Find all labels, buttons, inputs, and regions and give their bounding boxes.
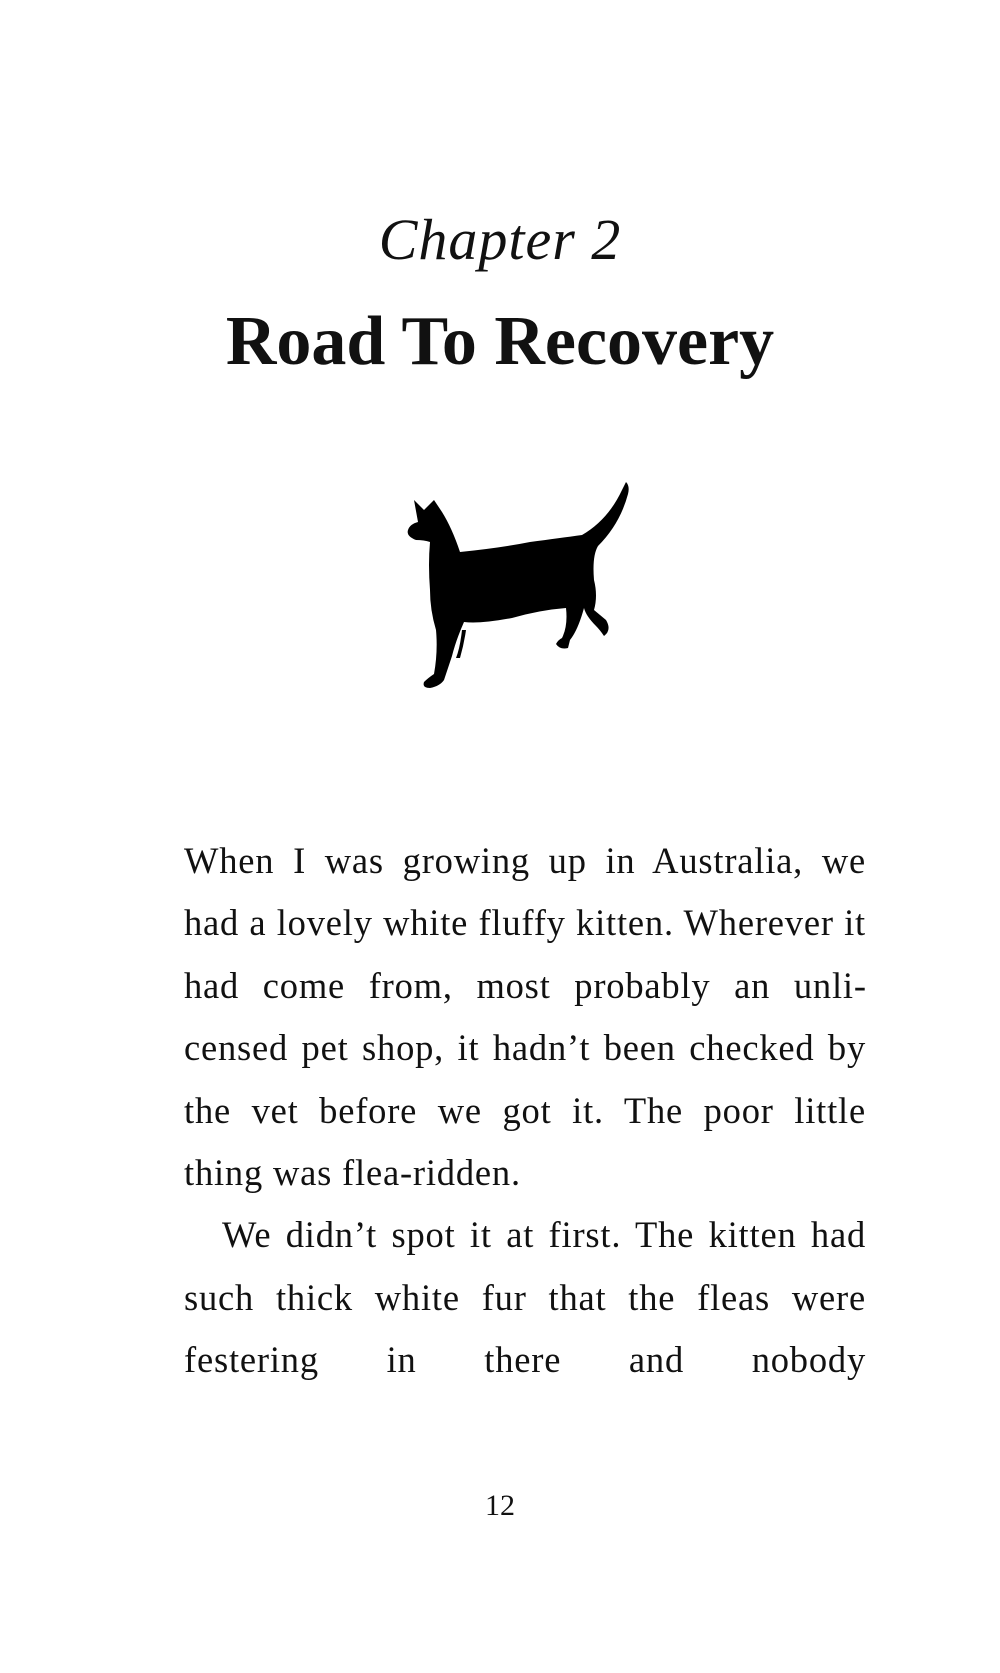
paragraph-2: We didn’t spot it at first. The kitten had such thick white fur that the fleas were festering in there and nobody: [184, 1214, 866, 1381]
cat-silhouette-icon: [400, 480, 660, 710]
paragraph-1: When I was growing up in Australia, we had a lovely white fluffy kitten. Wherever it had come from, most probably an unlicensed pet shop, it hadn’t been checked by the vet before we got it. The poor little thing was flea-ridden.: [184, 840, 866, 1194]
chapter-label: Chapter 2: [378, 207, 622, 272]
chapter-title: Road To Recovery: [225, 303, 775, 380]
page-number: 12: [485, 1489, 515, 1522]
body-text: [184, 830, 866, 1392]
